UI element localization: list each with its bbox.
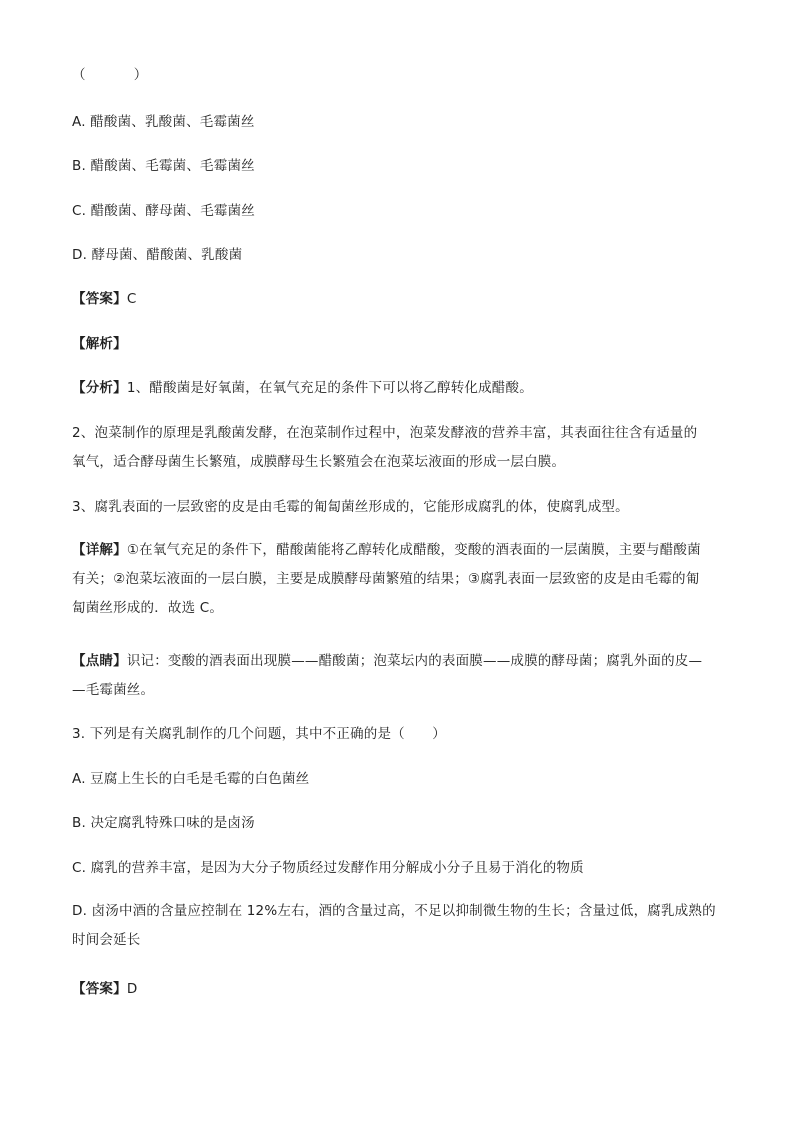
q2-tip — [72, 647, 722, 705]
paren-open: （ — [72, 67, 86, 83]
q2-option-b: B. 醋酸菌、毛霉菌、毛霉菌丝 — [72, 158, 255, 174]
q2-option-d: D. 酵母菌、醋酸菌、乳酸菌 — [72, 247, 243, 263]
tip-line2: —毛霉菌丝。 — [72, 682, 155, 698]
detail-line2: 有关；②泡菜坛液面的一层白膜，主要是成膜酵母菌繁殖的结果；③腐乳表面一层致密的皮是由毛霉的匍 — [72, 571, 700, 587]
q3-stem: 3. 下列是有关腐乳制作的几个问题，其中不正确的是（ ） — [72, 726, 446, 742]
analysis-tag: 【分析】 — [72, 380, 127, 396]
tip-tag: 【点睛】 — [72, 653, 127, 669]
jiexi-tag: 【解析】 — [72, 336, 127, 352]
q2-option-a: A. 醋酸菌、乳酸菌、毛霉菌丝 — [72, 114, 255, 130]
q3-answer-tag: 【答案】 — [72, 981, 127, 997]
q3-answer-value: D — [126, 981, 138, 997]
q2-analysis-p1 — [72, 376, 722, 400]
detail-line3: 匐菌丝形成的．故选 C。 — [72, 600, 224, 616]
q3-option-d-line1: D. 卤汤中酒的含量应控制在 12%左右，酒的含量过高，不足以抑制微生物的生长；含量过低，腐乳成熟的 — [72, 903, 716, 919]
q2-answer — [72, 287, 722, 311]
q3-answer — [72, 977, 722, 1001]
detail-line1-text: ①在氧气充足的条件下，醋酸菌能将乙醇转化成醋酸，变酸的酒表面的一层菌膜，主要与醋酸菌 — [126, 542, 701, 558]
analysis-p2-line1: 2、泡菜制作的原理是乳酸菌发酵，在泡菜制作过程中，泡菜发酵液的营养丰富，其表面往往含有适量的 — [72, 425, 698, 441]
paren-close: ） — [133, 67, 148, 83]
detail-line1 — [72, 536, 722, 565]
tip-line1 — [72, 647, 722, 676]
q3-option-b: B. 决定腐乳特殊口味的是卤汤 — [72, 815, 255, 831]
q3-option-a: A. 豆腐上生长的白毛是毛霉的白色菌丝 — [72, 771, 310, 787]
answer-tag: 【答案】 — [72, 291, 127, 307]
q3-option-d — [72, 897, 722, 955]
q2-option-c: C. 醋酸菌、酵母菌、毛霉菌丝 — [72, 203, 256, 219]
q2-answer-blank — [72, 63, 722, 87]
analysis-p2-line2: 氧气，适合酵母菌生长繁殖，成膜酵母生长繁殖会在泡菜坛液面的形成一层白膜。 — [72, 454, 566, 470]
tip-line1-text: 识记：变酸的酒表面出现膜——醋酸菌；泡菜坛内的表面膜——成膜的酵母菌；腐乳外面的皮— — [126, 653, 703, 669]
q3-option-c: C. 腐乳的营养丰富，是因为大分子物质经过发酵作用分解成小分子且易于消化的物质 — [72, 860, 584, 876]
q2-detail — [72, 536, 722, 623]
detail-tag: 【详解】 — [72, 542, 127, 558]
q2-jiexi — [72, 332, 722, 356]
q2-analysis-p3: 3、腐乳表面的一层致密的皮是由毛霉的匍匐菌丝形成的，它能形成腐乳的体，使腐乳成型。 — [72, 499, 629, 515]
answer-value: C — [126, 291, 137, 307]
q2-analysis-p2 — [72, 419, 722, 477]
q3-option-d-line2: 时间会延长 — [72, 932, 141, 948]
analysis-p1-text: 1、醋酸菌是好氧菌，在氧气充足的条件下可以将乙醇转化成醋酸。 — [126, 380, 533, 396]
